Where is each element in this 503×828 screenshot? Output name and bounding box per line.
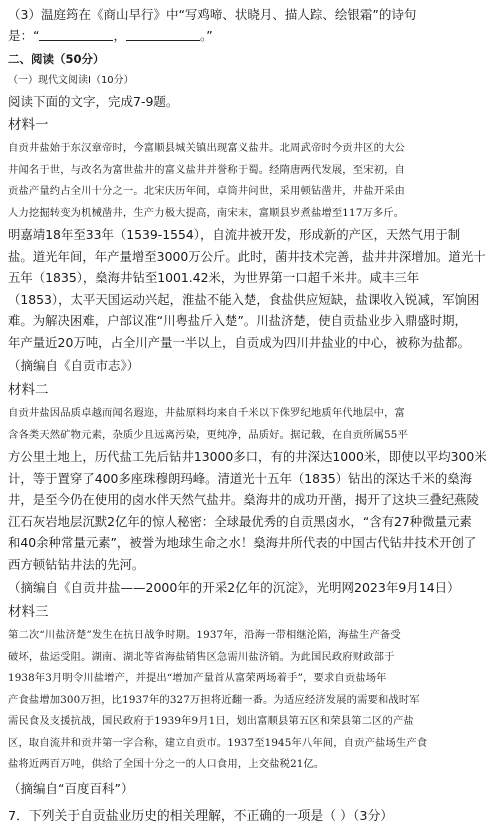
- material-1-line: 人力挖掘转变为机械凿井，生产力极大提高，南宋末，富顺县岁煮盐增至117万多斤。: [8, 206, 405, 219]
- material-1-line: 难。为解决困难，户部议准“川粤盐斤入楚”。川盐济楚，使自贡盐业步入鼎盛时期，: [8, 313, 467, 328]
- material-1-line: 年产量近20万吨，占全川产量一半以上，自贡成为四川井盐业的中心，被称为盐都。: [8, 334, 470, 350]
- question-7: 7．下列关于自贡盐业历史的相关理解，不正确的一项是（ ）（3分）: [8, 808, 394, 824]
- material-1-line: 五年（1835），燊海井钻至1001.42米，为世界第一口超千米井。咸丰三年: [8, 270, 420, 285]
- material-1-line: 盐。道光年间，年产量增至3000万公斤。此时，菌井技术完善，盐井井深增加。道光十: [8, 248, 486, 264]
- subsection-title: （一）现代文阅读Ⅰ（10分）: [8, 75, 134, 86]
- material-2-line: 计，等于置穿了400多座珠穆朗玛峰。清道光十五年（1835）钻出的深达千米的燊海: [8, 470, 473, 486]
- section-title: 二、阅读（50分）: [8, 52, 105, 66]
- material-2-line: 井，是至今仍在使用的卤水伴天然气盐井。燊海井的成功开凿，揭开了这块三叠纪燕陵: [8, 492, 479, 507]
- material-1-line: 自贡井盐始于东汉章帝时，今富顺县城关镇出现富义盐井。北周武帝时今贡井区的大公: [8, 142, 405, 154]
- material-3-text: [8, 625, 495, 776]
- answer-close-quote: 。”: [200, 28, 213, 43]
- material-3-line: 产食盐增加300万担，比1937年的327万担将近翻一番。为适应经济发展的需要和战时军: [8, 693, 420, 706]
- material-2-line: 自贡井盐因品质卓越而闻名遐迩，井盐原料均来自千米以下侏罗纪地质年代地层中，富: [8, 407, 405, 419]
- material-3-line: 破坏，盐运受阻。湖南、湖北等省海盐销售区急需川盐济销。为此国民政府财政部于: [8, 650, 395, 663]
- material-2-line: 西方顿钻钻井法的先河。: [8, 556, 145, 572]
- material-2-line: 江石灰岩地层沉默2亿年的惊人秘密：全球最优秀的自贡黑卤水，“含有27种微量元素: [8, 513, 472, 529]
- answer-open-quote: 是：“: [8, 28, 40, 43]
- material-1-line: 明嘉靖18年至33年（1539-1554），自流井被开发，形成新的产区，天然气用于制: [8, 227, 461, 242]
- question-3-prompt: （3）温庭筠在《商山早行》中“写鸡啼、状晓月、描人踪、绘银霜”的诗句: [8, 7, 417, 22]
- material-2-title: 材料二: [8, 382, 49, 398]
- material-1-line: 贡盐产量约占全川十分之一。北宋庆历年间，卓筒井问世，采用顿钻凿井，井盐开采由: [8, 185, 405, 197]
- material-2-line: 和40余种常量元素”，被誉为地球生命之水！燊海井所代表的中国古代钻井技术开创了: [8, 535, 477, 550]
- material-3-line: 盐将近两百万吨，供给了全国十分之一的人口食用，上交盐税21亿。: [8, 758, 325, 770]
- material-3-line: 第二次“川盐济楚”发生在抗日战争时期。1937年，沿海一带相继沦陷，海盐生产备受: [8, 629, 401, 641]
- material-1-title: 材料一: [8, 117, 49, 133]
- material-1-source: （摘编自《自贡市志》）: [8, 358, 140, 373]
- question-3: [8, 4, 495, 46]
- material-1-line: （1853），太平天国运动兴起，淮盐不能入楚，食盐供应短缺，盐课收入锐减，军饷困: [8, 291, 480, 307]
- material-3-line: 需民食及支援抗战，国民政府于1939年9月1日，划出富顺县第五区和荣县第二区的产盐: [8, 715, 414, 727]
- material-2-text: [8, 403, 495, 575]
- material-3-line: 区，取自流井和贡井第一字合称，建立自贡市。1937至1945年八年间，自贡产盐场生产食: [8, 736, 428, 749]
- material-1-line: 井闻名于世，与改名为富世盐井的富义盐井并誉称于蜀。经隋唐两代发展，至宋初，自: [8, 163, 405, 176]
- material-2-line: 方公里土地上，历代盐工先后钻井13000多口，有的井深达1000米，即使以平均300米: [8, 449, 487, 464]
- material-3-title: 材料三: [8, 604, 49, 620]
- answer-blank-1[interactable]: [39, 28, 113, 41]
- answer-blank-2[interactable]: [126, 28, 200, 41]
- material-1-text: [8, 138, 495, 353]
- material-3-source: （摘编自“百度百科”）: [8, 780, 134, 796]
- material-3-line: 1938年3月明令川盐增产，并提出“增加产量首从富荣两场着手”，要求自贡盐场年: [8, 672, 387, 684]
- question-3-answer-line: [8, 25, 495, 46]
- reading-instructions: 阅读下面的文字，完成7-9题。: [8, 94, 179, 109]
- material-2-source: （摘编自《自贡井盐——2000年的开采2亿年的沉淀》，光明网2023年9月14日）: [8, 580, 460, 595]
- material-2-line: 含各类天然矿物元素，杂质少且远离污染，更纯净，品质好。据记载，在自贡所属55平: [8, 428, 408, 441]
- answer-comma: ，: [113, 28, 126, 43]
